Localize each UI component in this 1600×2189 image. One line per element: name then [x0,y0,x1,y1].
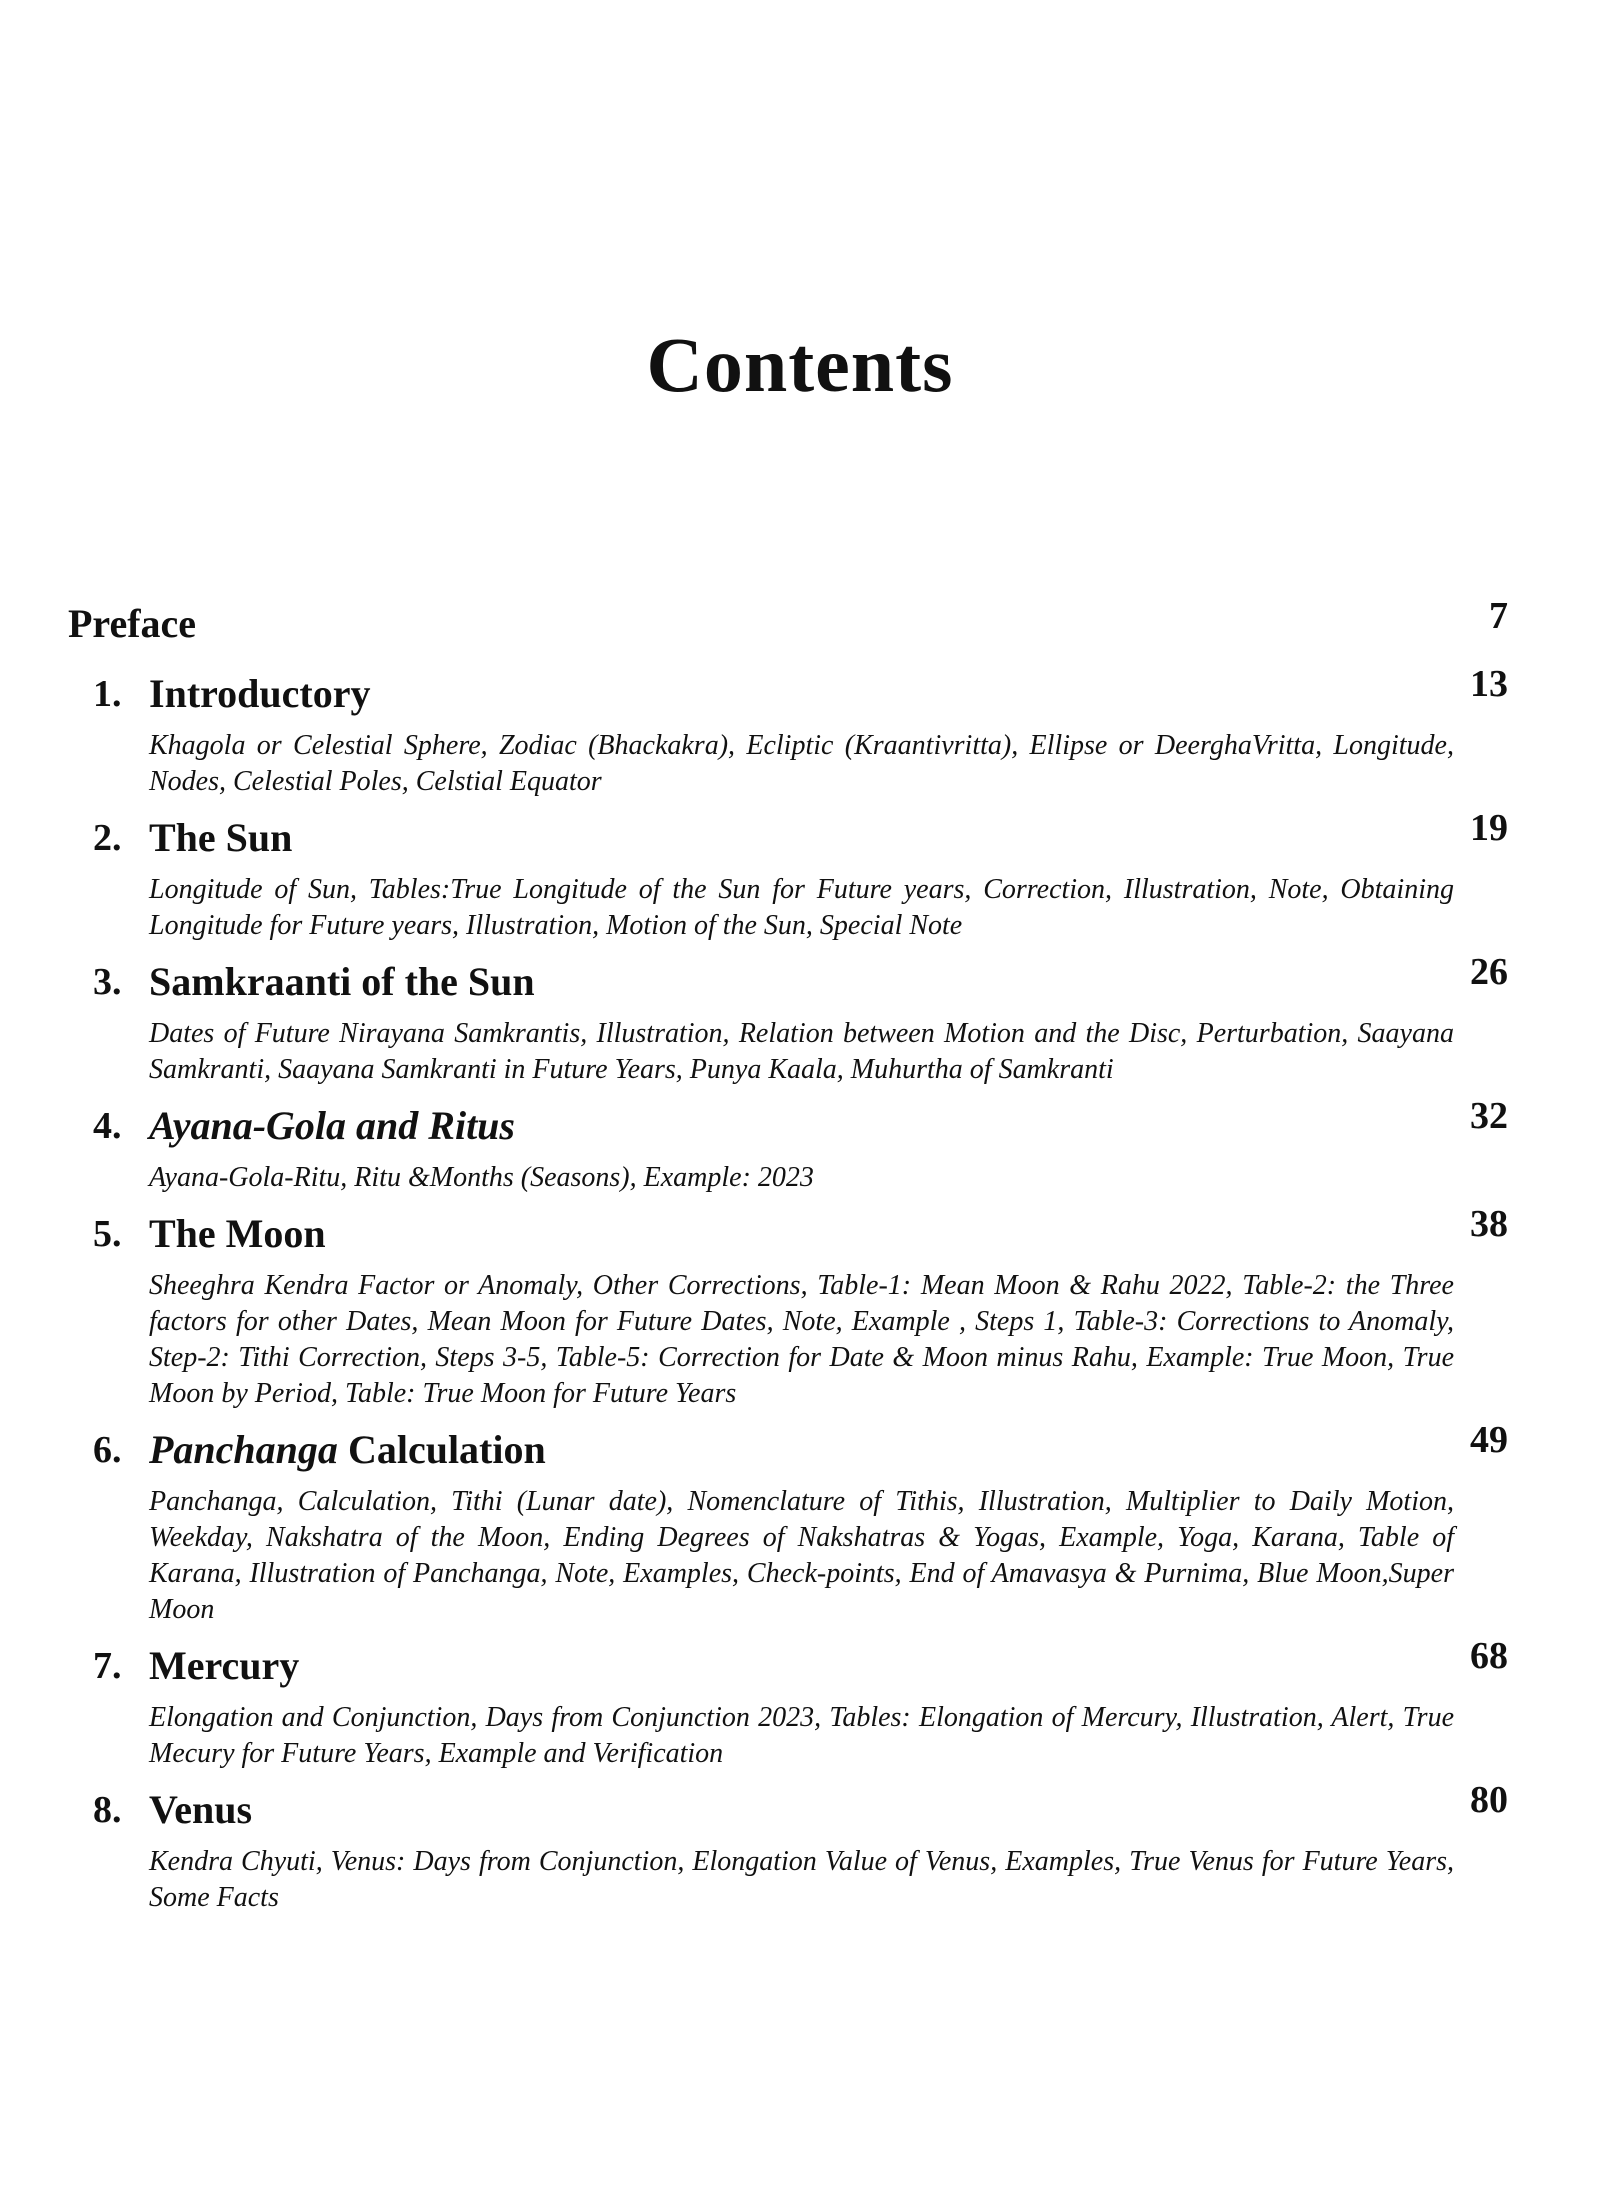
toc-entry-chapter-7 [93,1635,1508,1786]
chapter-topics: Khagola or Celestial Sphere, Zodiac (Bhackakra), Ecliptic (Kraantivritta), Ellipse or DeerghaVritta, Longitude, Nodes, Celestial Poles, Celstial Equator [149,730,1454,797]
chapter-topics: Dates of Future Nirayana Samkrantis, Illustration, Relation between Motion and the Disc, Perturbation, Saayana Samkranti, Saayana Samkranti in Future Years, Punya Kaala, Muhurtha of Samkranti [149,1018,1454,1085]
chapter-number: 5. [93,1213,122,1255]
toc-entry-chapter-5 [93,1203,1508,1426]
toc-entry-chapter-3 [93,951,1508,1102]
chapter-page-number: 32 [1470,1095,1508,1137]
chapter-page-number: 80 [1470,1779,1508,1821]
chapter-number: 8. [93,1789,122,1831]
toc-entry-chapter-6 [93,1419,1508,1642]
chapter-title: Venus [149,1787,253,1832]
chapter-title: Samkraanti of the Sun [149,959,535,1004]
chapter-topics: Kendra Chyuti, Venus: Days from Conjunction, Elongation Value of Venus, Examples, True Venus for Future Years, Some Facts [149,1846,1454,1913]
chapter-title: Ayana-Gola and Ritus [149,1103,515,1148]
chapter-number: 3. [93,961,122,1003]
chapter-page-number: 49 [1470,1419,1508,1461]
chapter-page-number: 68 [1470,1635,1508,1677]
page-title: Contents [646,321,954,408]
table-of-contents [68,595,1508,1930]
toc-entry-chapter-4 [93,1095,1508,1210]
chapter-number: 4. [93,1105,122,1147]
toc-entry-chapter-8 [93,1779,1508,1930]
chapter-title: Introductory [149,671,371,716]
chapter-page-number: 26 [1470,951,1508,993]
chapter-page-number: 19 [1470,807,1508,849]
toc-entry-chapter-2 [93,807,1508,958]
chapter-topics: Ayana-Gola-Ritu, Ritu &Months (Seasons), Example: 2023 [149,1162,814,1193]
chapter-topics: Elongation and Conjunction, Days from Conjunction 2023, Tables: Elongation of Mercury, Illustration, Alert, True Mecury for Future Years, Example and Verification [149,1702,1454,1769]
toc-entry-preface [68,595,1508,670]
chapter-number: 2. [93,817,122,859]
preface-label: Preface [68,601,197,646]
chapter-title: The Moon [149,1211,326,1256]
chapter-topics: Sheeghra Kendra Factor or Anomaly, Other Corrections, Table-1: Mean Moon & Rahu 2022, Table-2: the Three factors for other Dates, Mean Moon for Future Dates, Note, Example , Steps 1, Table-3: Corrections to Anomaly, Step-2: Tithi Correction, Steps 3-5, Table-5: Correction for Date & Moon minus Rahu, Example: True Moon, True Moon by Period, Table: True Moon for Future Years [149,1270,1454,1409]
chapter-topics: Longitude of Sun, Tables:True Longitude of the Sun for Future years, Correction, Illustration, Note, Obtaining Longitude for Future years, Illustration, Motion of the Sun, Special Note [149,874,1454,941]
chapter-number: 6. [93,1429,122,1471]
chapter-title: The Sun [149,815,293,860]
preface-page-number: 7 [1489,595,1508,637]
chapter-page-number: 38 [1470,1203,1508,1245]
chapter-title: Panchanga Calculation [149,1427,546,1472]
chapter-title: Mercury [149,1643,300,1688]
chapter-topics: Panchanga, Calculation, Tithi (Lunar date), Nomenclature of Tithis, Illustration, Multiplier to Daily Motion, Weekday, Nakshatra of the Moon, Ending Degrees of Nakshatras & Yogas, Example, Yoga, Karana, Table of Karana, Illustration of Panchanga, Note, Examples, Check-points, End of Amavasya & Purnima, Blue Moon,Super Moon [149,1486,1454,1625]
chapter-number: 1. [93,673,122,715]
chapter-page-number: 13 [1470,663,1508,705]
toc-entry-chapter-1 [93,663,1508,814]
chapter-number: 7. [93,1645,122,1687]
